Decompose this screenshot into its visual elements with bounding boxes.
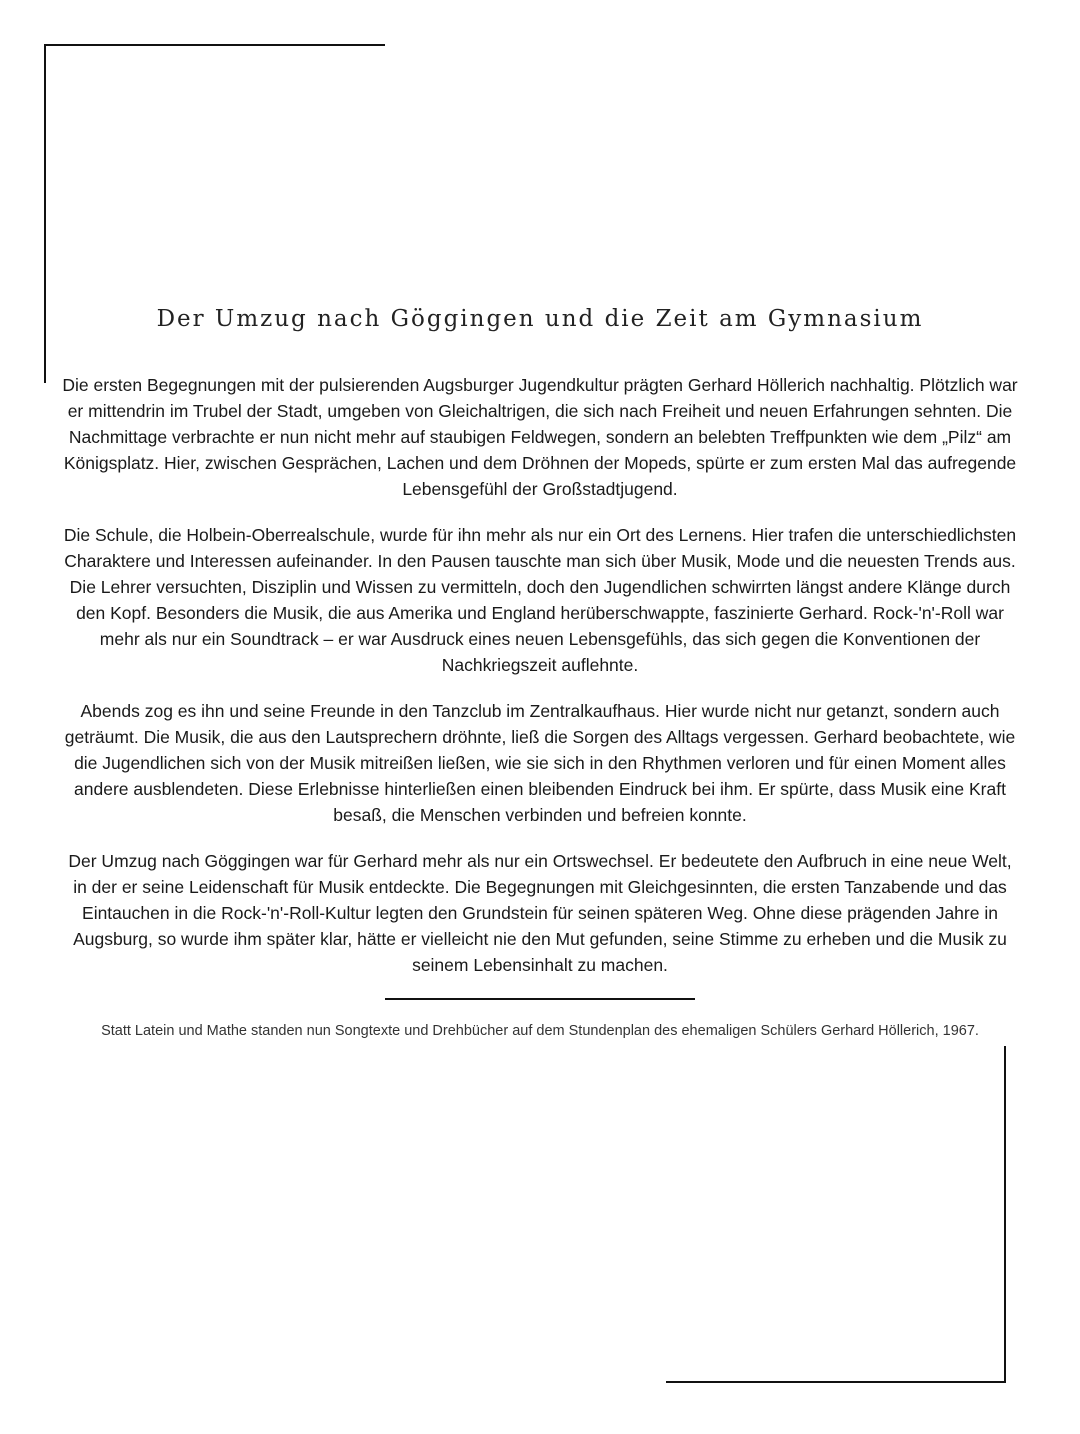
image-caption: Statt Latein und Mathe standen nun Songtexte und Drehbücher auf dem Stundenplan des ehemaligen Schülers Gerhard Höllerich, 1967. bbox=[101, 1023, 979, 1039]
frame-corner-top-left-horizontal bbox=[44, 44, 385, 46]
caption-divider bbox=[385, 998, 695, 1000]
article-title: Der Umzug nach Göggingen und die Zeit am Gymnasium bbox=[156, 306, 924, 332]
article-paragraph-4: Der Umzug nach Göggingen war für Gerhard mehr als nur ein Ortswechsel. Er bedeutete den Aufbruch in eine neue Welt, in der er seine Leidenschaft für Musik entdeckte. Die Begegnungen mit Gleichgesinnten, die ersten Tanzabende und das Eintauchen in die Rock-'n'-Roll-Kultur legten den Grundstein für seinen späteren Weg. Ohne diese prägenden Jahre in Augsburg, so wurde ihm später klar, hätte er vielleicht nie den Mut gefunden, seine Stimme zu erheben und die Musik zu seinem Lebensinhalt zu machen. bbox=[68, 851, 1012, 975]
article-paragraph-1: Die ersten Begegnungen mit der pulsierenden Augsburger Jugendkultur prägten Gerhard Höllerich nachhaltig. Plötzlich war er mittendrin im Trubel der Stadt, umgeben von Gleichaltrigen, die sich nach Freiheit und neuen Erfahrungen sehnten. Die Nachmittage verbrachte er nun nicht mehr auf staubigen Feldwegen, sondern an belebten Treffpunkten wie dem „Pilz“ am Königsplatz. Hier, zwischen Gesprächen, Lachen und dem Dröhnen der Mopeds, spürte er zum ersten Mal das aufregende Lebensgefühl der Großstadtjugend. bbox=[62, 375, 1018, 499]
article-paragraph-3: Abends zog es ihn und seine Freunde in den Tanzclub im Zentralkaufhaus. Hier wurde nicht nur getanzt, sondern auch geträumt. Die Musik, die aus den Lautsprechern dröhnte, ließ die Sorgen des Alltags vergessen. Gerhard beobachtete, wie die Jugendlichen sich von der Musik mitreißen ließen, wie sie sich in den Rhythmen verloren und für einen Moment alles andere ausblendeten. Diese Erlebnisse hinterließen einen bleibenden Eindruck bei ihm. Er spürte, dass Musik eine Kraft besaß, die Menschen verbinden und befreien konnte. bbox=[64, 701, 1016, 825]
frame-corner-top-left-vertical bbox=[44, 44, 46, 383]
article bbox=[60, 306, 1020, 1044]
article-paragraph-2: Die Schule, die Holbein-Oberrealschule, wurde für ihn mehr als nur ein Ort des Lernens. Hier trafen die unterschiedlichsten Charaktere und Interessen aufeinander. In den Pausen tauschte man sich über Musik, Mode und die neuesten Trends aus. Die Lehrer versuchten, Disziplin und Wissen zu vermitteln, doch den Jugendlichen schwirrten längst andere Klänge durch den Kopf. Besonders die Musik, die aus Amerika und England herüberschwappte, faszinierte Gerhard. Rock-'n'-Roll war mehr als nur ein Soundtrack – er war Ausdruck eines neuen Lebensgefühls, das sich gegen die Konventionen der Nachkriegszeit auflehnte. bbox=[63, 525, 1017, 675]
frame-corner-bottom-right-vertical bbox=[1004, 1046, 1006, 1383]
frame-corner-bottom-right-horizontal bbox=[666, 1381, 1006, 1383]
